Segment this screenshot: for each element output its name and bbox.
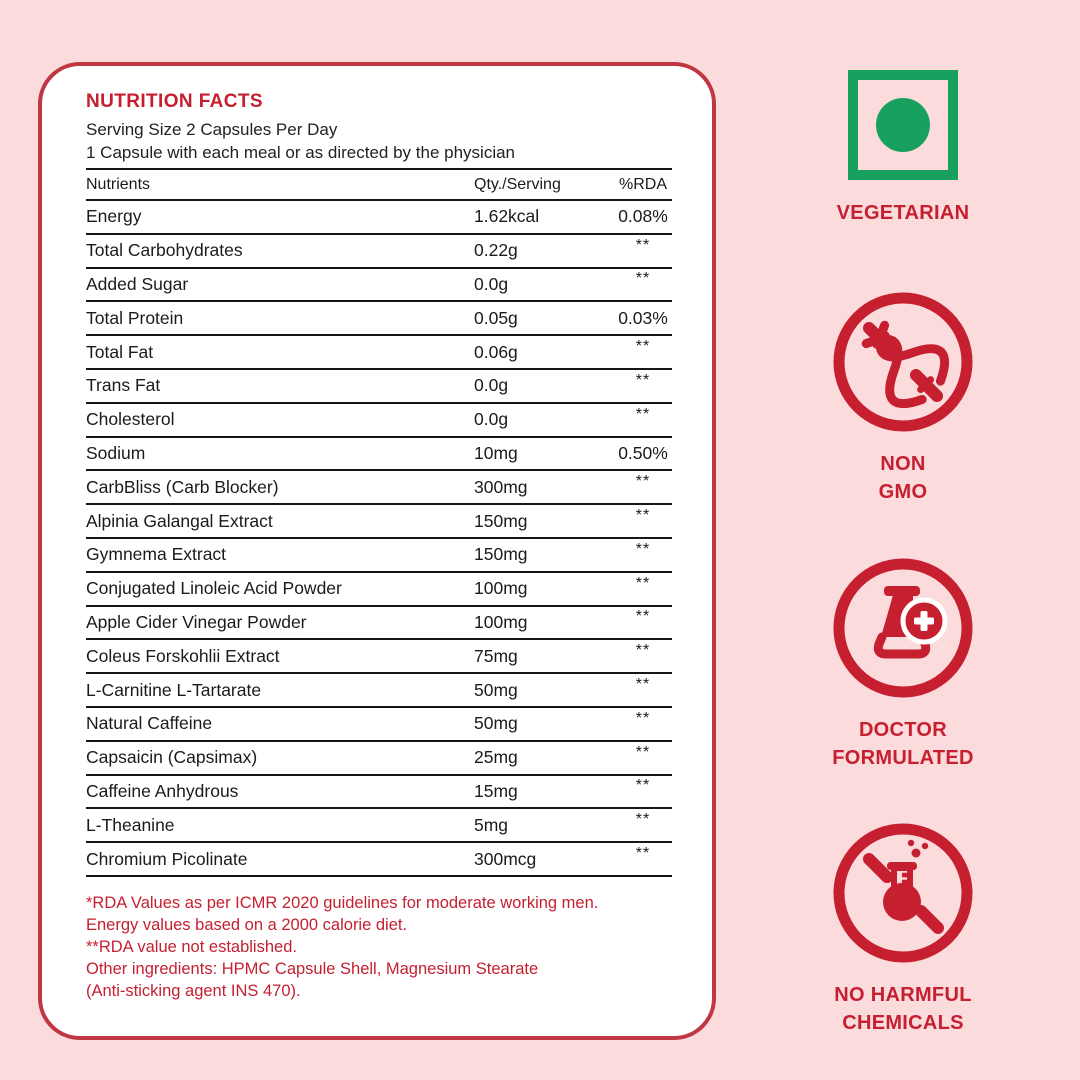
nutrient-qty: 0.06g: [474, 341, 518, 362]
serving-info: [86, 119, 672, 164]
nutrient-qty: 100mg: [474, 578, 528, 599]
nutrient-qty: 10mg: [474, 442, 518, 463]
badge-no-harmful-chemicals: [793, 822, 1013, 1037]
vegetarian-icon: [848, 70, 958, 180]
table-row: [86, 302, 672, 336]
nutrient-name: L-Carnitine L-Tartarate: [86, 679, 262, 700]
nutrient-qty: 25mg: [474, 747, 518, 768]
table-row: [86, 809, 672, 843]
nutrient-name: Coleus Forskohlii Extract: [86, 645, 280, 666]
table-row: [86, 438, 672, 472]
nutrient-rda: **: [635, 473, 651, 491]
badge-doctor-formulated: [793, 557, 1013, 772]
table-row: [86, 640, 672, 674]
nutrient-qty: 100mg: [474, 611, 528, 632]
dosage-line: 1 Capsule with each meal or as directed by the physician: [86, 142, 516, 162]
badge-label: DOCTOR FORMULATED: [832, 719, 974, 769]
doctor-formulated-icon: [832, 557, 974, 699]
table-header-row: [86, 168, 672, 201]
nutrient-name: Conjugated Linoleic Acid Powder: [86, 578, 342, 599]
table-row: [86, 708, 672, 742]
nutrient-qty: 0.0g: [474, 273, 509, 294]
footnote-line: Other ingredients: HPMC Capsule Shell, Magnesium Stearate: [86, 959, 539, 978]
table-row: [86, 404, 672, 438]
nutrient-name: Apple Cider Vinegar Powder: [86, 611, 307, 632]
nutrient-rda: **: [635, 642, 651, 660]
nutrition-facts-panel: [38, 62, 716, 1040]
nutrient-rda: **: [635, 709, 651, 727]
footnote-line: **RDA value not established.: [86, 937, 297, 956]
table-row: [86, 742, 672, 776]
table-row: [86, 674, 672, 708]
nutrient-name: Added Sugar: [86, 273, 189, 294]
nutrient-rda: **: [635, 811, 651, 829]
nutrient-name: Sodium: [86, 442, 146, 463]
nutrient-qty: 0.0g: [474, 409, 509, 430]
nutrient-rda: **: [635, 236, 651, 254]
nutrients-table: [86, 168, 672, 877]
nutrient-rda: **: [635, 371, 651, 389]
table-row: [86, 505, 672, 539]
table-row: [86, 235, 672, 269]
nutrient-qty: 300mg: [474, 476, 528, 497]
panel-title: NUTRITION FACTS: [86, 91, 263, 112]
nutrient-rda: **: [635, 608, 651, 626]
nutrient-name: Total Protein: [86, 307, 184, 328]
nutrient-name: Chromium Picolinate: [86, 848, 248, 869]
table-row: [86, 201, 672, 235]
badge-vegetarian: [793, 70, 1013, 227]
table-row: [86, 573, 672, 607]
no-harmful-chemicals-icon: [832, 822, 974, 964]
footnote-line: *RDA Values as per ICMR 2020 guidelines for moderate working men.: [86, 893, 599, 912]
badge-label: NO HARMFUL CHEMICALS: [834, 984, 972, 1034]
nutrient-qty: 150mg: [474, 544, 528, 565]
table-row: [86, 269, 672, 303]
nutrient-qty: 300mcg: [474, 848, 537, 869]
nutrient-qty: 50mg: [474, 679, 518, 700]
table-row: [86, 843, 672, 877]
nutrient-name: Natural Caffeine: [86, 713, 213, 734]
nutrient-rda: **: [635, 270, 651, 288]
nutrient-qty: 50mg: [474, 713, 518, 734]
nutrient-rda: **: [635, 405, 651, 423]
nutrient-rda: 0.50%: [618, 442, 668, 463]
col-header-qty-serving: Qty./Serving: [474, 175, 561, 193]
nutrient-name: Trans Fat: [86, 375, 161, 396]
nutrient-name: Capsaicin (Capsimax): [86, 747, 258, 768]
table-row: [86, 370, 672, 404]
badge-label: NON GMO: [878, 453, 928, 503]
nutrient-qty: 0.22g: [474, 240, 518, 261]
footnote-line: Energy values based on a 2000 calorie diet.: [86, 915, 408, 934]
nutrient-name: CarbBliss (Carb Blocker): [86, 476, 279, 497]
col-header-nutrients: Nutrients: [86, 175, 151, 193]
nutrient-rda: **: [635, 743, 651, 761]
table-row: [86, 776, 672, 810]
nutrient-name: Energy: [86, 206, 142, 227]
badge-label: VEGETARIAN: [836, 202, 970, 224]
nutrient-qty: 75mg: [474, 645, 518, 666]
nutrient-name: Caffeine Anhydrous: [86, 780, 239, 801]
badge-non-gmo: [793, 291, 1013, 506]
nutrient-name: Gymnema Extract: [86, 544, 227, 565]
serving-size-line: Serving Size 2 Capsules Per Day: [86, 120, 338, 139]
col-header-rda: %RDA: [618, 175, 667, 193]
nutrient-rda: 0.08%: [618, 206, 668, 227]
nutrient-rda: **: [635, 676, 651, 694]
nutrient-qty: 150mg: [474, 510, 528, 531]
nutrient-name: Alpinia Galangal Extract: [86, 510, 273, 531]
nutrient-rows: [86, 201, 672, 877]
non-gmo-icon: [832, 291, 974, 433]
nutrient-rda: **: [635, 507, 651, 525]
table-row: [86, 607, 672, 641]
nutrient-name: Total Carbohydrates: [86, 240, 243, 261]
table-row: [86, 336, 672, 370]
nutrient-rda: **: [635, 338, 651, 356]
nutrient-qty: 0.05g: [474, 307, 518, 328]
nutrient-qty: 1.62kcal: [474, 206, 540, 227]
nutrient-rda: **: [635, 777, 651, 795]
nutrient-name: L-Theanine: [86, 814, 175, 835]
nutrient-rda: **: [635, 574, 651, 592]
footnote-line: (Anti-sticking agent INS 470).: [86, 981, 301, 1000]
table-row: [86, 539, 672, 573]
table-row: [86, 471, 672, 505]
nutrient-qty: 5mg: [474, 814, 509, 835]
nutrient-name: Total Fat: [86, 341, 154, 362]
footnotes: [86, 892, 672, 1002]
nutrient-rda: 0.03%: [618, 307, 668, 328]
nutrient-qty: 15mg: [474, 780, 518, 801]
nutrient-name: Cholesterol: [86, 409, 175, 430]
nutrient-qty: 0.0g: [474, 375, 509, 396]
nutrient-rda: **: [635, 845, 651, 863]
nutrient-rda: **: [635, 540, 651, 558]
